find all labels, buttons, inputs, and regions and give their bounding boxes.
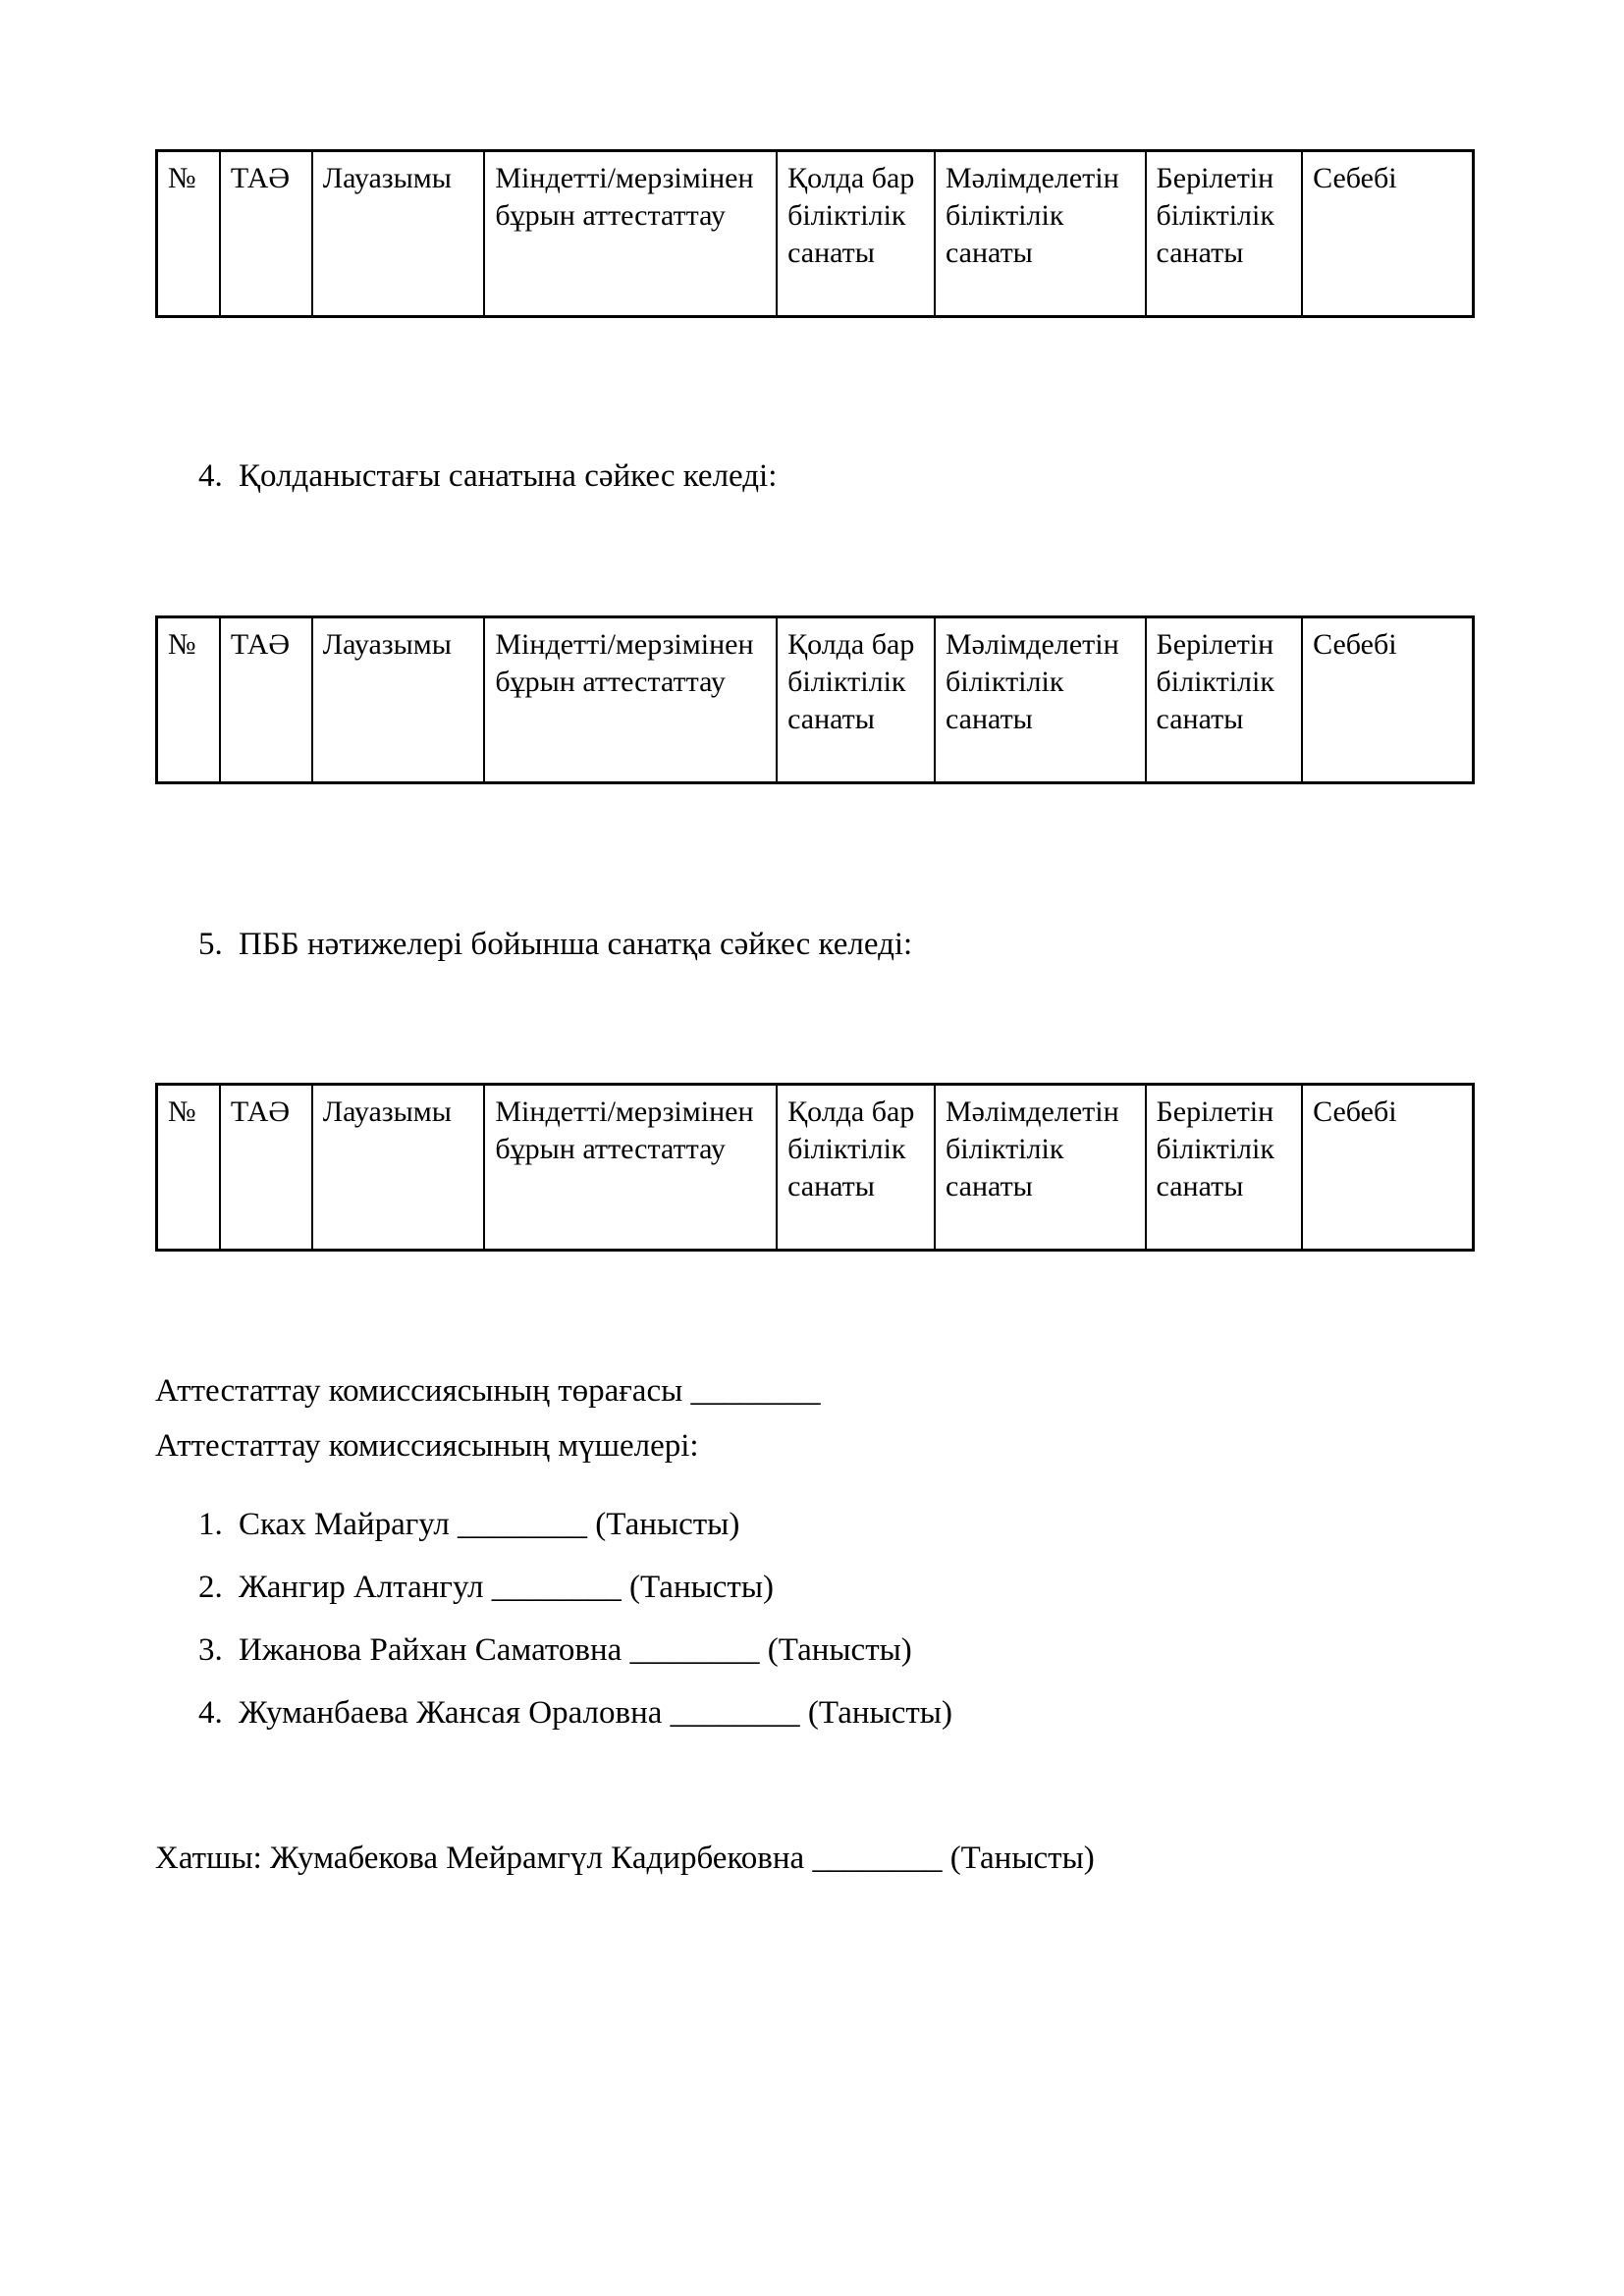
qualification-table-3 (155, 1083, 1475, 1252)
column-header-reason: Себебі (1302, 151, 1473, 317)
table-header-row (157, 617, 1474, 783)
member-item-4 (155, 1689, 1475, 1736)
section-number: 5. (198, 927, 223, 962)
column-header-reason: Себебі (1302, 1085, 1473, 1251)
members-list (155, 1501, 1475, 1736)
column-header-mandatory-attestation: Міндетті/мерзімінен бұрын аттестаттау (484, 151, 777, 317)
column-header-reason: Себебі (1302, 617, 1473, 783)
column-header-current-category: Қолда бар біліктілік санаты (777, 151, 935, 317)
section-heading-5 (155, 921, 1475, 968)
column-header-current-category: Қолда бар біліктілік санаты (777, 617, 935, 783)
section-title: Қолданыстағы санатына сәйкес келеді: (239, 458, 778, 494)
column-header-given-category: Берілетін біліктілік санаты (1146, 151, 1303, 317)
column-header-declared-category: Мәлімделетін біліктілік санаты (935, 151, 1146, 317)
member-item-1 (155, 1501, 1475, 1548)
column-header-declared-category: Мәлімделетін біліктілік санаты (935, 617, 1146, 783)
chairman-signature-line: Аттестаттау комиссиясының төрағасы ________ (155, 1373, 821, 1409)
column-header-number: № (157, 1085, 220, 1251)
column-header-current-category: Қолда бар біліктілік санаты (777, 1085, 935, 1251)
member-number: 4. (198, 1695, 223, 1731)
column-header-fullname: ТАӘ (220, 151, 312, 317)
member-number: 2. (198, 1570, 223, 1605)
member-signature-line: Сках Майрагул ________ (Танысты) (239, 1507, 740, 1542)
section-heading-4 (155, 453, 1475, 500)
table-header-row (157, 1085, 1474, 1251)
member-signature-line: Жангир Алтангул ________ (Танысты) (239, 1570, 775, 1605)
members-label: Аттестаттау комиссиясының мүшелері: (155, 1428, 699, 1464)
member-signature-line: Жуманбаева Жансая Ораловна ________ (Танысты) (239, 1695, 952, 1731)
column-header-number: № (157, 617, 220, 783)
column-header-mandatory-attestation: Міндетті/мерзімінен бұрын аттестаттау (484, 1085, 777, 1251)
member-number: 3. (198, 1632, 223, 1668)
table-header-row (157, 151, 1474, 317)
member-number: 1. (198, 1507, 223, 1542)
column-header-position: Лауазымы (312, 1085, 485, 1251)
column-header-given-category: Берілетін біліктілік санаты (1146, 617, 1303, 783)
qualification-table-1 (155, 149, 1475, 318)
column-header-number: № (157, 151, 220, 317)
section-title: ПББ нәтижелері бойынша санатқа сәйкес келеді: (239, 927, 913, 962)
column-header-position: Лауазымы (312, 151, 485, 317)
column-header-fullname: ТАӘ (220, 1085, 312, 1251)
signature-block (155, 1367, 1475, 1882)
member-item-3 (155, 1627, 1475, 1674)
document-content (155, 149, 1475, 1882)
column-header-fullname: ТАӘ (220, 617, 312, 783)
column-header-given-category: Берілетін біліктілік санаты (1146, 1085, 1303, 1251)
column-header-mandatory-attestation: Міндетті/мерзімінен бұрын аттестаттау (484, 617, 777, 783)
column-header-declared-category: Мәлімделетін біліктілік санаты (935, 1085, 1146, 1251)
column-header-position: Лауазымы (312, 617, 485, 783)
secretary-signature-line: Хатшы: Жумабекова Мейрамгүл Кадирбековна ________ (Танысты) (155, 1841, 1095, 1876)
section-number: 4. (198, 458, 223, 494)
member-signature-line: Ижанова Райхан Саматовна ________ (Танысты) (239, 1632, 912, 1668)
qualification-table-2 (155, 615, 1475, 784)
member-item-2 (155, 1564, 1475, 1611)
